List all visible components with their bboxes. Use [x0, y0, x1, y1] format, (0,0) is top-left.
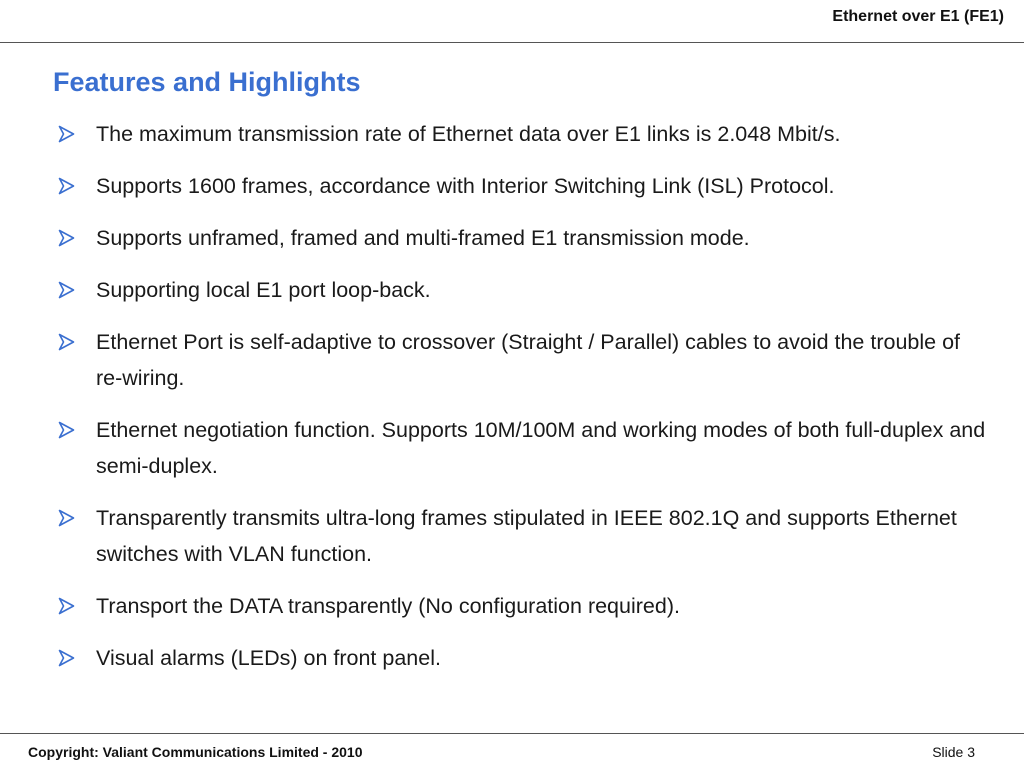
arrow-bullet-icon: [58, 509, 75, 527]
arrow-bullet-icon: [58, 421, 75, 439]
bullet-item: [0, 640, 1024, 676]
arrow-bullet-icon: [58, 177, 75, 195]
bullet-item: [0, 324, 1024, 396]
arrow-bullet-icon: [58, 333, 75, 351]
header-divider: [0, 42, 1024, 43]
bullet-text: Visual alarms (LEDs) on front panel.: [96, 646, 441, 670]
bullet-text: Supports unframed, framed and multi-framed E1 transmission mode.: [96, 226, 750, 250]
arrow-bullet-icon: [58, 649, 75, 667]
bullet-text: Ethernet negotiation function. Supports 10M/100M and working modes of both full-duplex and semi-duplex.: [96, 418, 986, 478]
arrow-bullet-icon: [58, 281, 75, 299]
bullet-item: [0, 500, 1024, 572]
bullet-item: [0, 272, 1024, 308]
footer-divider: [0, 733, 1024, 734]
slide-heading: Features and Highlights: [53, 67, 361, 97]
bullet-text: Transport the DATA transparently (No configuration required).: [96, 594, 680, 618]
presentation-title: Ethernet over E1 (FE1): [832, 8, 1004, 25]
bullet-item: [0, 220, 1024, 256]
bullet-text: The maximum transmission rate of Ethernet data over E1 links is 2.048 Mbit/s.: [96, 122, 841, 146]
arrow-bullet-icon: [58, 125, 75, 143]
bullet-text: Transparently transmits ultra-long frames stipulated in IEEE 802.1Q and supports Ethernet switches with VLAN function.: [96, 506, 957, 566]
arrow-bullet-icon: [58, 229, 75, 247]
bullet-item: [0, 116, 1024, 152]
arrow-bullet-icon: [58, 597, 75, 615]
features-list: [0, 116, 1024, 692]
bullet-item: [0, 412, 1024, 484]
footer-copyright: Copyright: Valiant Communications Limited - 2010: [28, 744, 363, 760]
bullet-item: [0, 168, 1024, 204]
slide-number: Slide 3: [932, 744, 975, 760]
bullet-item: [0, 588, 1024, 624]
bullet-text: Ethernet Port is self-adaptive to crossover (Straight / Parallel) cables to avoid the trouble of re-wiring.: [96, 330, 961, 390]
bullet-text: Supports 1600 frames, accordance with Interior Switching Link (ISL) Protocol.: [96, 174, 835, 198]
bullet-text: Supporting local E1 port loop-back.: [96, 278, 431, 302]
